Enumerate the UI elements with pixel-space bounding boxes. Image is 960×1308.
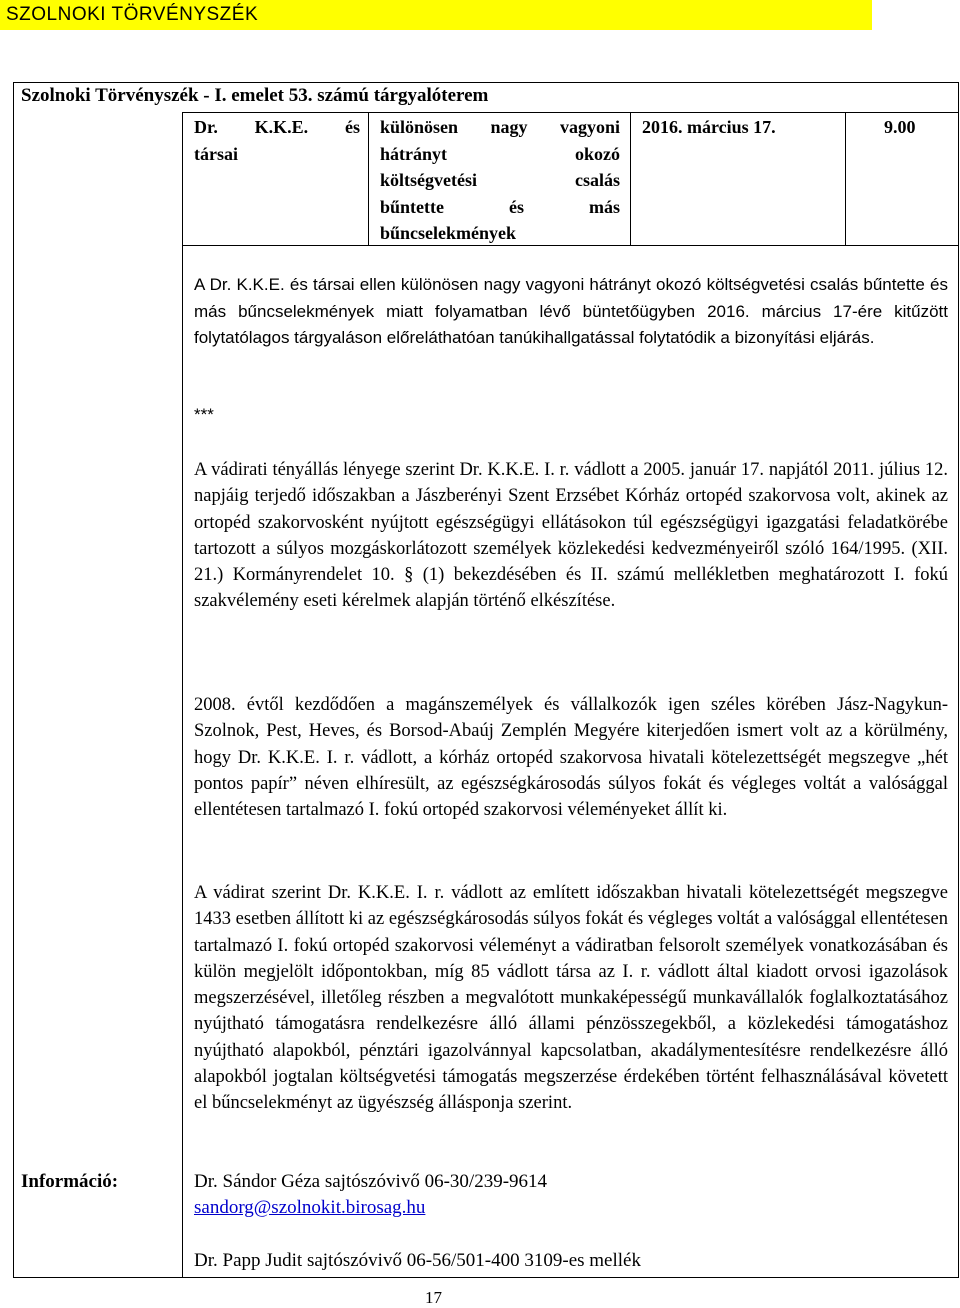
defendant-line: társai <box>194 143 238 164</box>
defendant-cell <box>194 114 360 167</box>
summary-paragraph: A Dr. K.K.E. és társai ellen különösen nagy vagyoni hátrányt okozó költségvetési csalás bűntette és más bűncselekmények miatt folyamatban lévő büntetőügyben 2016. március 17-ére kitűzött folytatólagos tárgyaláson előreláthatóan tanúkihallgatással folytatódik a bizonyítási eljárás. <box>194 275 948 347</box>
charge-cell <box>380 114 620 247</box>
press-contact-2: Dr. Papp Judit sajtószóvivő 06-56/501-400 3109-es mellék <box>194 1250 641 1271</box>
info-label: Információ: <box>21 1171 119 1192</box>
charge-line: bűntette és más <box>380 196 620 217</box>
hearing-date: 2016. március 17. <box>642 117 776 137</box>
column-divider <box>182 112 183 1278</box>
hearing-time: 9.00 <box>884 117 916 137</box>
table-divider-3 <box>845 112 846 245</box>
defendant-line: Dr. K.K.E. és <box>194 117 360 137</box>
charge-line: bűncselekmények <box>380 223 517 243</box>
court-name: SZOLNOKI TÖRVÉNYSZÉK <box>6 4 259 25</box>
table-top-line <box>182 112 959 113</box>
indictment-paragraph-2: 2008. évtől kezdődően a magánszemélyek és vállalkozók igen széles körében Jász-Nagykun-Szolnok, Pest, Heves, és Borsod-Abaúj Zemplén Megyére kiterjedően ismert volt az a körülmény, hogy Dr. K.K.E. I. r. vádlott, a kórház ortopéd szakorvosa hivatali kötelezettségét megszegve „hét pontos papír” néven elhíresült, az egészségkárosodás súlyos fokát és végleges voltát a valósággal ellentétesen tartalmazó I. fokú ortopéd szakorvosi véleményeket állít ki. <box>194 695 948 821</box>
table-divider-2 <box>630 112 631 245</box>
indictment-paragraph-3: A vádirat szerint Dr. K.K.E. I. r. vádlott az említett időszakban hivatali kötelezettségét megszegve 1433 esetben állított ki az egészségkárosodás súlyos fokát és végleges voltát a valósággal ellentétesen tartalmazó I. fokú ortopéd szakorvosi véleményt a vádiratban felsorolt személyek vonatkozásában és külön megjelölt időpontokban, míg 85 vádlott társa az I. r. vádlott által kiadott orvosi igazolások megszerzésével, illetőleg részben a megvalótott munkaképességű munkavállalók foglalkoztatásához nyújtható támogatásra rendelkezésre álló állami pénzösszegekből, a közlekedési támogatáshoz nyújtható alapokból, pénztári igazolvánnyal kapcsolatban, akadálymentesítésre rendelkezésre álló alapokból jogtalan költségvetési támogatás megszerzése érdekében történt felhasználásával követett el bűncselekményt az ügyészség állásponja szerint. <box>194 883 948 1114</box>
press-contact-1: Dr. Sándor Géza sajtószóvivő 06-30/239-9614 <box>194 1171 548 1192</box>
table-divider-1 <box>368 112 369 245</box>
charge-line: különösen nagy vagyoni <box>380 117 620 137</box>
hearing-room: Szolnoki Törvényszék - I. emelet 53. számú tárgyalóterem <box>21 85 489 106</box>
charge-line: költségvetési csalás <box>380 170 620 190</box>
page-number: 17 <box>425 1288 442 1307</box>
indictment-paragraph-1: A vádirati tényállás lényege szerint Dr. K.K.E. I. r. vádlott a 2005. január 17. napjától 2011. július 12. napjáig terjedő időszakban a Jászberényi Szent Erzsébet Kórház ortopéd szakorvosa volt, akinek az ortopéd szakorvosként nyújtott egészségügyi ellátásokon túl egészségügyi igazgatási feladatkörébe tartozott a súlyos mozgáskorlátozott személyek közlekedési kedvezményeiről szóló 164/1995. (XII. 21.) Kormányrendelet 10. § (1) bekezdésében és II. számú mellékletben meghatározott I. fokú szakvélemény eseti kérelmek alapján történő elkészítése. <box>194 460 948 612</box>
charge-line: hátrányt okozó <box>380 143 620 164</box>
separator: *** <box>194 405 214 424</box>
court-header-bar <box>0 0 872 30</box>
press-email-link[interactable]: sandorg@szolnokit.birosag.hu <box>194 1197 426 1218</box>
